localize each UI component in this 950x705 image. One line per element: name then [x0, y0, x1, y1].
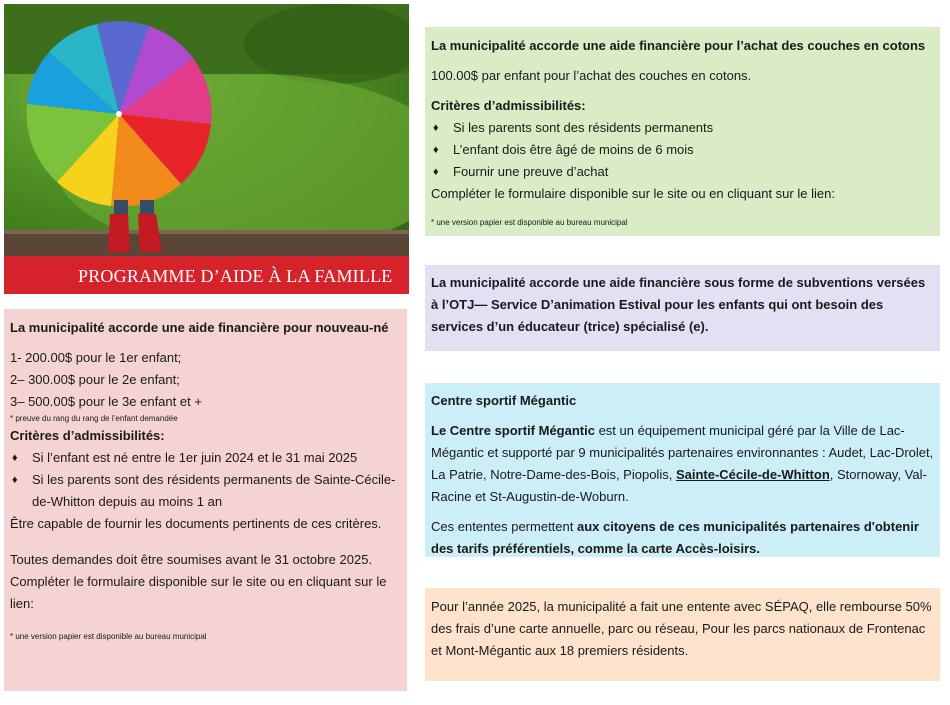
sepaq-text: Pour l’année 2025, la municipalité a fait une entente avec SÉPAQ, elle rembourse 50% des frais d’une carte annuelle, parc ou réseau, Pour les parcs nationaux de Frontenac et Mont-Mégantic aux 18 premiers résidents. — [431, 599, 932, 658]
criteria-item: ♦ Si l’enfant est né entre le 1er juin 2024 et le 31 mai 2025 — [10, 447, 401, 469]
otj-aid-box — [425, 265, 940, 351]
umbrella-illustration — [4, 4, 409, 256]
diamond-bullet-icon: ♦ — [433, 122, 439, 134]
criteria-item: ♦ L’enfant dois être âgé de moins de 6 mois — [431, 139, 934, 161]
form-text: Compléter le formulaire disponible sur le site ou en cliquant sur le lien: — [10, 574, 387, 611]
criteria-item: ♦ Si les parents sont des résidents permanents — [431, 117, 934, 139]
agreements-text: Ces ententes permettent aux citoyens de ces municipalités partenaires d'obtenir des tarifs préférentiels, comme la carte Accès-loisirs. — [431, 519, 919, 556]
newborn-heading: La municipalité accorde une aide financière pour nouveau-né — [10, 320, 389, 335]
program-title: PROGRAMME D’AIDE À LA FAMILLE — [78, 266, 393, 286]
diamond-bullet-icon: ♦ — [12, 474, 18, 486]
paper-note: * une version papier est disponible au bureau municipal — [431, 218, 628, 227]
paper-note: * une version papier est disponible au bureau municipal — [10, 632, 207, 641]
deadline-text: Toutes demandes doit être soumises avant le 31 octobre 2025. — [10, 552, 373, 567]
criteria-heading: Critères d’admissibilités: — [10, 428, 165, 443]
centre-heading: Centre sportif Mégantic — [431, 393, 577, 408]
criteria-item: ♦ Fournir une preuve d’achat — [431, 161, 934, 183]
hero-photo — [4, 4, 409, 256]
municipality-link[interactable]: Sainte-Cécile-de-Whitton — [675, 467, 830, 482]
centre-name: Le Centre sportif Mégantic — [431, 423, 595, 438]
amount-item: 1- 200.00$ pour le 1er enfant; — [10, 350, 182, 365]
centre-sportif-box — [425, 383, 940, 557]
diamond-bullet-icon: ♦ — [12, 452, 18, 464]
diamond-bullet-icon: ♦ — [433, 166, 439, 178]
documents-text: Être capable de fournir les documents pertinents de ces critères. — [10, 516, 382, 531]
diapers-amount: 100.00$ par enfant pour l’achat des couches en cotons. — [431, 68, 752, 83]
amount-item: 3– 500.00$ pour le 3e enfant et + — [10, 394, 202, 409]
criteria-item: ♦ Si les parents sont des résidents permanents de Sainte-Cécile-de-Whitton depuis au moins 1 an — [10, 469, 401, 513]
form-text: Compléter le formulaire disponible sur le site ou en cliquant sur le lien: — [431, 186, 835, 201]
program-title-banner — [4, 256, 409, 294]
diapers-aid-box — [425, 27, 940, 236]
amount-item: 2– 300.00$ pour le 2e enfant; — [10, 372, 180, 387]
rank-note: * preuve du rang du rang de l’enfant demandée — [10, 414, 178, 423]
diapers-heading: La municipalité accorde une aide financière pour l’achat des couches en cotons — [431, 38, 926, 53]
criteria-heading: Critères d’admissibilités: — [431, 98, 586, 113]
centre-description: Le Centre sportif Mégantic est un équipement municipal géré par la Ville de Lac-Mégantic et supporté par 9 municipalités partenaires environnantes : Audet, Lac-Drolet, La Patrie, Notre-Dame-des-Bois, Piopolis, Sainte-Cécile-de-Whitton, Stornoway, Val-Racine et St-Augustin-de-Woburn. — [431, 423, 934, 504]
otj-text: La municipalité accorde une aide financière sous forme de subventions versées à l’OTJ— Service D’animation Estival pour les enfants qui ont besoin des services d’un éducateur (trice) spécialisé (e). — [431, 275, 926, 334]
newborn-aid-box — [4, 309, 407, 691]
diamond-bullet-icon: ♦ — [433, 144, 439, 156]
sepaq-box — [425, 588, 940, 681]
